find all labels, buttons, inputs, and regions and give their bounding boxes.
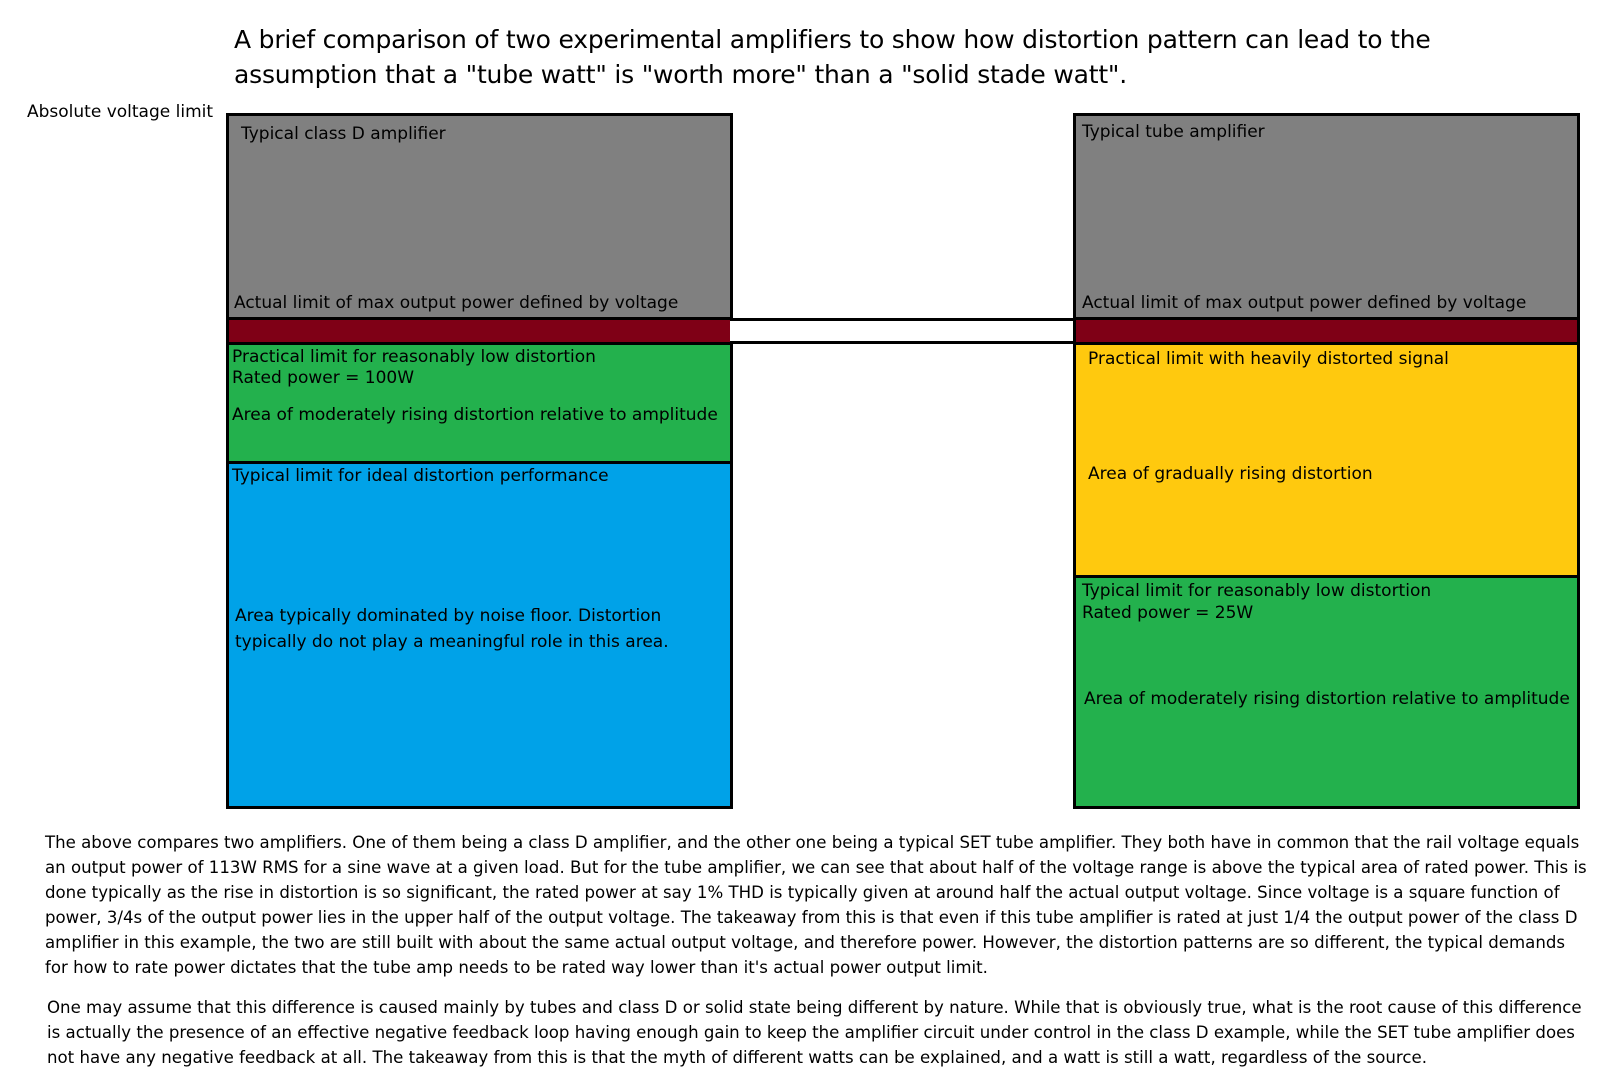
paragraph-line: One may assume that this difference is caused mainly by tubes and class D or solid state being different by nature. While that is obviously true, what is the root cause of this difference — [47, 998, 1582, 1017]
tube-gray-block — [1073, 113, 1580, 320]
tube-moderate-distortion-label: Area of moderately rising distortion relative to amplitude — [1084, 689, 1570, 709]
tube-rated-power-label: Rated power = 25W — [1082, 603, 1254, 623]
paragraph-line: an output power of 113W RMS for a sine wave at a given load. But for the tube amplifier, we can see that about half of the voltage range is above the typical area of rated power. This is — [45, 858, 1587, 877]
paragraph-line: for how to rate power dictates that the tube amp needs to be rated way lower than it's actual power output limit. — [45, 958, 988, 977]
tube-actual-limit-label: Actual limit of max output power defined by voltage — [1082, 293, 1527, 313]
paragraph-line: The above compares two amplifiers. One of them being a class D amplifier, and the other one being a typical SET tube amplifier. They both have in common that the rail voltage equals — [45, 833, 1580, 852]
tube-yellow-block — [1073, 342, 1580, 578]
explanation-paragraph-1 — [45, 830, 1593, 980]
tube-heading: Typical tube amplifier — [1082, 122, 1265, 142]
class-d-actual-limit-label: Actual limit of max output power defined by voltage — [234, 293, 679, 313]
class-d-rated-power-label: Rated power = 100W — [232, 368, 415, 388]
class-d-moderate-distortion-label: Area of moderately rising distortion relative to amplitude — [232, 405, 718, 425]
voltage-limit-connector — [730, 318, 1076, 344]
class-d-noise-floor-line-2: typically do not play a meaningful role in this area. — [235, 632, 669, 652]
paragraph-line: is actually the presence of an effective negative feedback loop having enough gain to keep the amplifier circuit under control in the class D example, while the SET tube amplifier does — [47, 1023, 1575, 1042]
paragraph-line: power, 3/4s of the output power lies in the upper half of the output voltage. The takeaway from this is that even if this tube amplifier is rated at just 1/4 the output power of the class D — [45, 908, 1578, 927]
class-d-ideal-limit-label: Typical limit for ideal distortion performance — [232, 466, 609, 486]
class-d-practical-limit-label: Practical limit for reasonably low distortion — [232, 347, 596, 367]
tube-low-distortion-label: Typical limit for reasonably low distortion — [1082, 581, 1432, 601]
class-d-heading: Typical class D amplifier — [241, 124, 446, 144]
absolute-voltage-limit-label: Absolute voltage limit — [27, 102, 214, 122]
tube-red-band — [1073, 317, 1580, 345]
title-line-1: A brief comparison of two experimental amplifiers to show how distortion pattern can lead to the — [234, 25, 1431, 54]
tube-gradual-distortion-label: Area of gradually rising distortion — [1088, 464, 1373, 484]
paragraph-line: done typically as the rise in distortion is so significant, the rated power at say 1% THD is typically given at around half the actual output voltage. Since voltage is a square function of — [45, 883, 1560, 902]
title-line-2: assumption that a "tube watt" is "worth more" than a "solid stade watt". — [234, 60, 1127, 89]
class-d-noise-floor-line-1: Area typically dominated by noise floor. Distortion — [235, 606, 662, 626]
tube-practical-limit-label: Practical limit with heavily distorted signal — [1088, 349, 1449, 369]
class-d-red-band — [226, 317, 733, 345]
paragraph-line: not have any negative feedback at all. The takeaway from this is that the myth of different watts can be explained, and a watt is still a watt, regardless of the source. — [47, 1048, 1427, 1067]
paragraph-line: amplifier in this example, the two are still built with about the same actual output voltage, and therefore power. However, the distortion patterns are so different, the typical demands — [45, 933, 1566, 952]
diagram-title — [234, 22, 1484, 92]
explanation-paragraph-2 — [47, 995, 1595, 1070]
